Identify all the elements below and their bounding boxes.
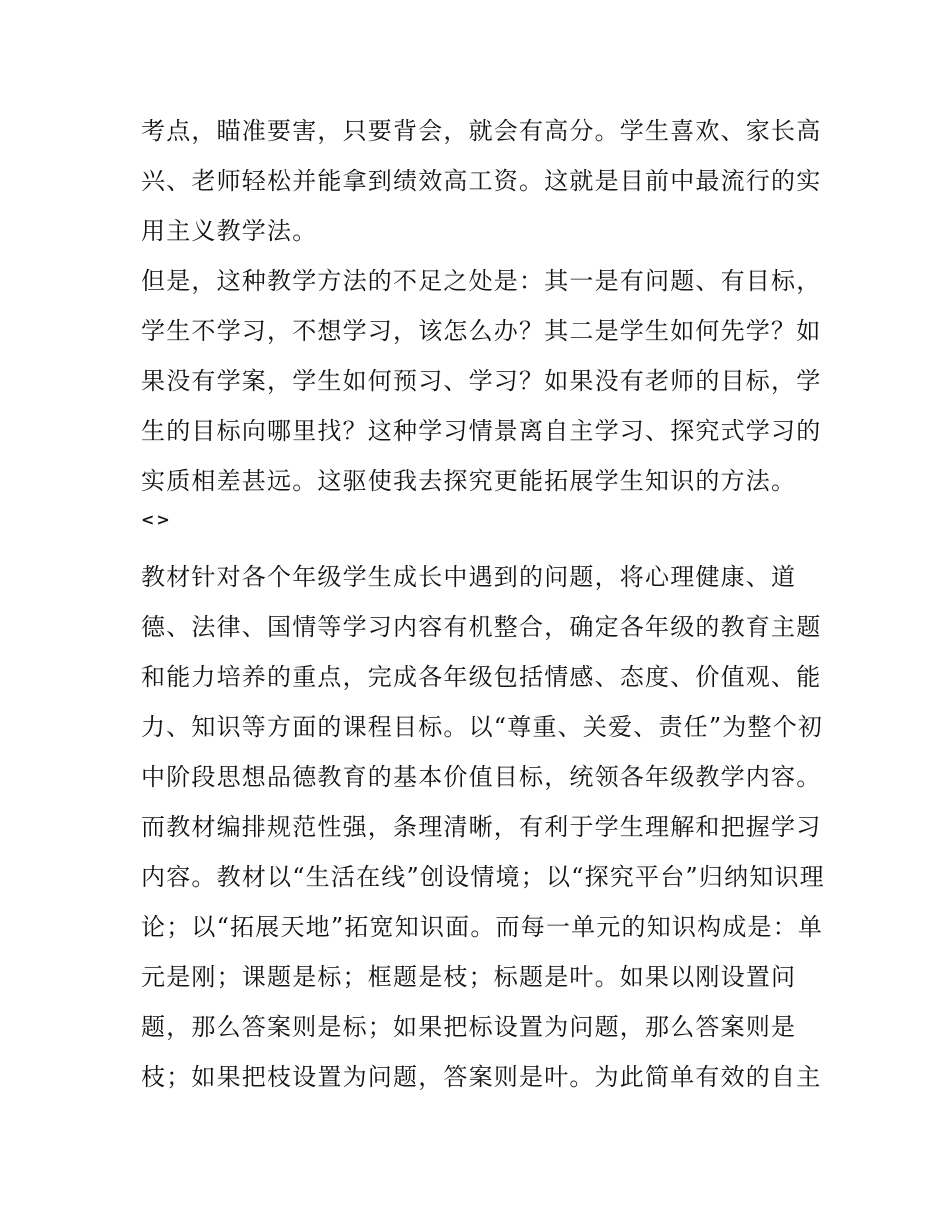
text-line: 生的目标向哪里找？这种学习情景离自主学习、探究式学习的 [141, 417, 822, 445]
text-line: 论；以“拓展天地”拓宽知识面。而每一单元的知识构成是：单 [141, 913, 824, 941]
text-line: 题，那么答案则是标；如果把标设置为问题，那么答案则是 [141, 1013, 797, 1041]
text-line: 和能力培养的重点，完成各年级包括情感、态度、价值观、能 [141, 663, 822, 691]
text-line: 果没有学案，学生如何预习、学习？如果没有老师的目标，学 [141, 367, 822, 395]
text-line: 德、法律、国情等学习内容有机整合，确定各年级的教育主题 [141, 613, 822, 641]
text-line: 考点，瞄准要害，只要背会，就会有高分。学生喜欢、家长高 [141, 117, 822, 145]
section-marker: <> [141, 510, 172, 529]
text-line: 学生不学习，不想学习，该怎么办？其二是学生如何先学？如 [141, 317, 822, 345]
text-line: 力、知识等方面的课程目标。以“尊重、关爱、责任”为整个初 [141, 713, 824, 741]
text-line: 而教材编排规范性强，条理清晰，有利于学生理解和把握学习 [141, 813, 822, 841]
document-body [141, 106, 825, 1102]
text-line: 兴、老师轻松并能拿到绩效高工资。这就是目前中最流行的实 [141, 167, 822, 195]
text-line: 内容。教材以“生活在线”创设情境；以“探究平台”归纳知识理 [141, 863, 825, 891]
text-line: 用主义教学法。 [141, 217, 318, 245]
text-line: 教材针对各个年级学生成长中遇到的问题，将心理健康、道 [141, 563, 797, 591]
text-line: 中阶段思想品德教育的基本价值目标，统领各年级教学内容。 [141, 763, 822, 791]
text-line: 实质相差甚远。这驱使我去探究更能拓展学生知识的方法。 [141, 467, 797, 495]
text-line: 但是，这种教学方法的不足之处是：其一是有问题、有目标， [141, 267, 822, 295]
text-line: 元是刚；课题是标；框题是枝；标题是叶。如果以刚设置问 [141, 963, 797, 991]
text-line: 枝；如果把枝设置为问题，答案则是叶。为此简单有效的自主 [141, 1063, 822, 1091]
